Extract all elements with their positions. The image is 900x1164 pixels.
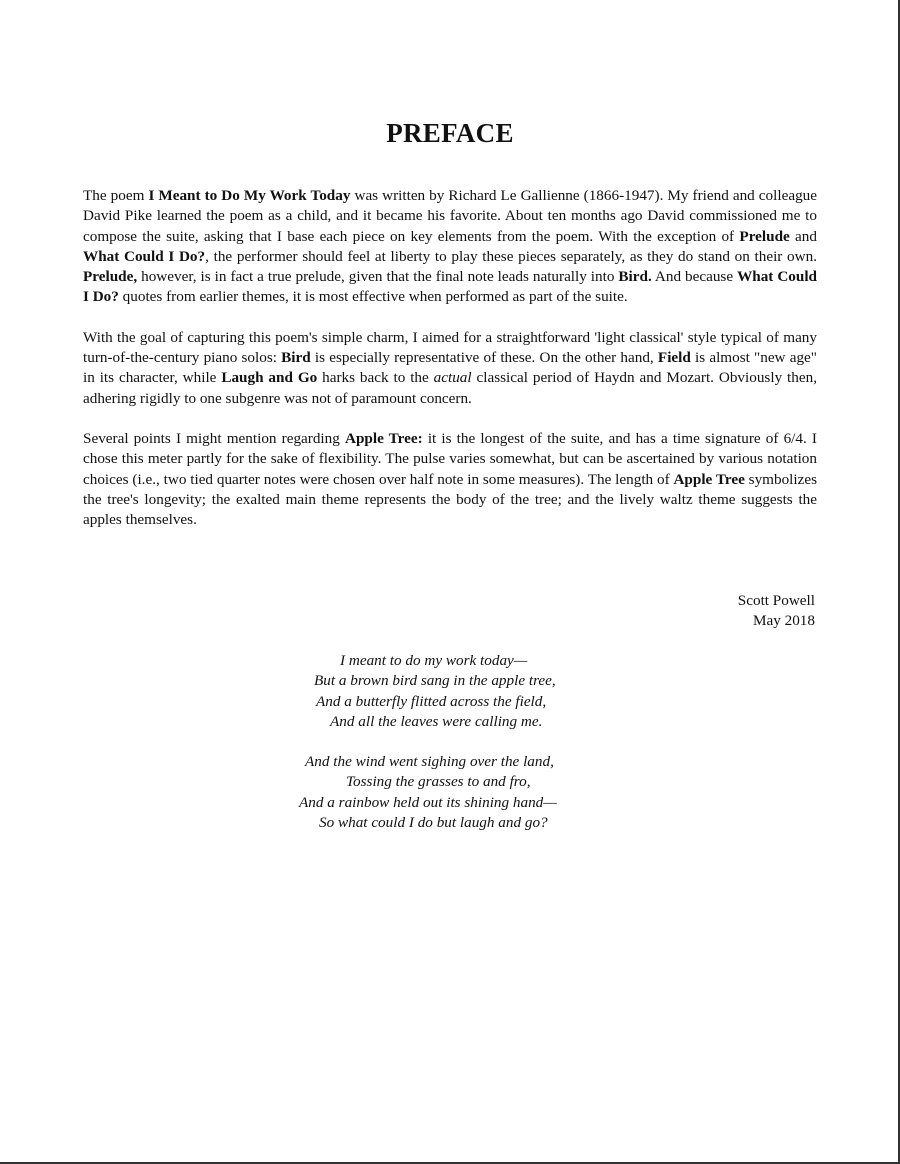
emphasis-title: What Could I Do?	[83, 268, 817, 306]
signature-date: May 2018	[752, 612, 815, 630]
signature-block	[738, 591, 815, 632]
author-name: Scott Powell	[737, 592, 815, 609]
emphasis-title: Laugh and Go	[221, 369, 318, 387]
paragraph-2: With the goal of capturing this poem's simple charm, I aimed for a straightforward 'light classical' style typical of many turn-of-the-century piano solos: Bird is especially representative of these. On the other hand, Field is almost "new age" in its character, while Laugh and Go harks back to the actual classical period of Haydn and Mozart. Obviously then, adhering rigidly to one subgenre was not of paramount concern.	[83, 328, 817, 407]
emphasis-title: Prelude,	[83, 268, 138, 286]
poem-line: I meant to do my work today—	[340, 652, 528, 669]
emphasis-italic: actual	[433, 369, 472, 387]
emphasis-title: I Meant to Do My Work Today	[148, 187, 351, 204]
emphasis-title: Bird	[281, 349, 311, 367]
poem-line: And the wind went sighing over the land,	[305, 753, 554, 770]
poem-line: Tossing the grasses to and fro,	[346, 773, 531, 791]
paragraph-1: The poem I Meant to Do My Work Today was written by Richard Le Gallienne (1866-1947). My friend and colleague David Pike learned the poem as a child, and it became his favorite. About ten months ago David commissioned me to compose the suite, asking that I base each piece on key elements from the poem. With the exception of Prelude and What Could I Do?, the performer should feel at liberty to play these pieces separately, as they do stand on their own. Prelude, however, is in fact a true prelude, given that the final note leads naturally into Bird. And because What Could I Do? quotes from earlier themes, it is most effective when performed as part of the suite.	[83, 187, 817, 306]
page-title: PREFACE	[386, 118, 514, 148]
preface-body	[83, 186, 817, 550]
emphasis-title: Prelude	[739, 227, 790, 245]
poem-line: So what could I do but laugh and go?	[319, 813, 548, 831]
emphasis-title: Apple Tree:	[344, 429, 423, 447]
poem-line: But a brown bird sang in the apple tree,	[314, 672, 556, 690]
emphasis-title: Field	[657, 349, 691, 367]
poem-line: And all the leaves were calling me.	[330, 712, 543, 730]
emphasis-title: Apple Tree	[673, 470, 745, 488]
emphasis-title: What Could I Do?	[83, 247, 206, 265]
paragraph-3: Several points I might mention regarding Apple Tree: it is the longest of the suite, and has a time signature of 6/4. I chose this meter partly for the sake of flexibility. The pulse varies somewhat, but can be ascertained by various notation choices (i.e., two tied quarter notes were chosen over half note in some measures). The length of Apple Tree symbolizes the tree's longevity; the exalted main theme represents the body of the tree; and the lively waltz theme suggests the apples themselves.	[83, 429, 817, 529]
poem-stanza-1	[0, 651, 900, 732]
poem-line: And a butterfly flitted across the field,	[316, 692, 547, 710]
poem-line: And a rainbow held out its shining hand—	[299, 793, 557, 811]
emphasis-title: Bird.	[618, 268, 652, 286]
poem-stanza-2	[0, 752, 900, 833]
